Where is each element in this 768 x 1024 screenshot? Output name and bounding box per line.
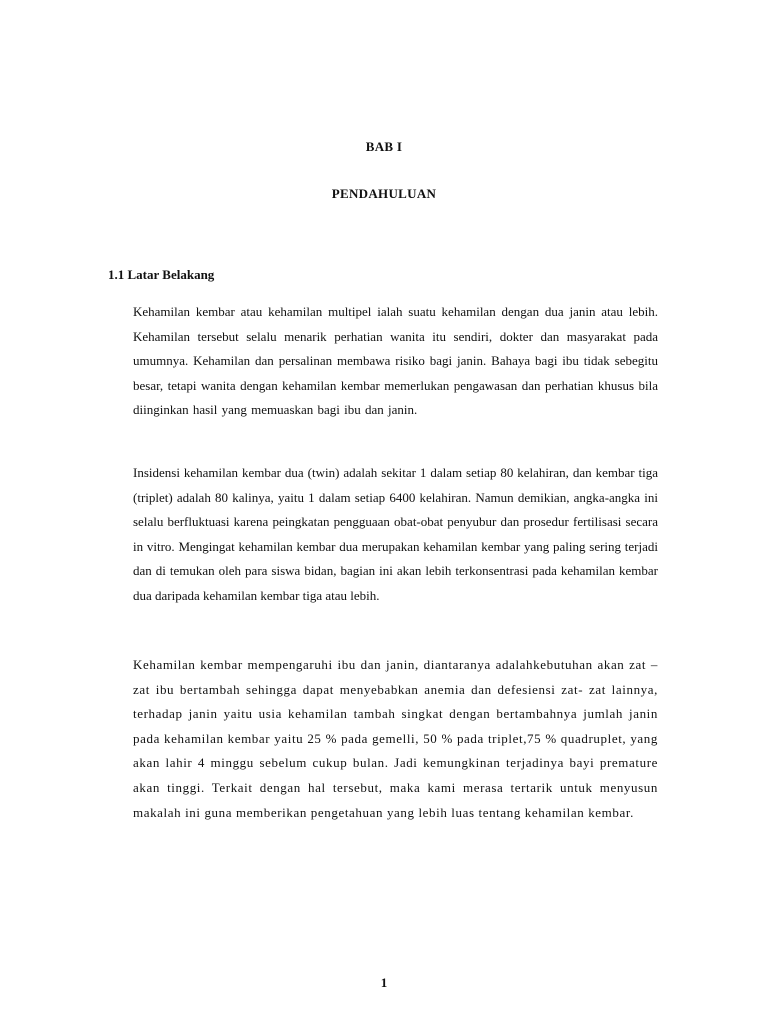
paragraph: Insidensi kehamilan kembar dua (twin) adalah sekitar 1 dalam setiap 80 kelahiran, dan kembar tiga (triplet) adalah 80 kalinya, yaitu 1 dalam setiap 6400 kelahiran. Namun demikian, angka-angka ini selalu berfluktuasi karena peingkatan pengguaan obat-obat penyubur dan prosedur fertilisasi secara in vitro. Mengingat kehamilan kembar dua merupakan kehamilan kembar yang paling sering terjadi dan di temukan oleh para siswa bidan, bagian ini akan lebih terkonsentrasi pada kehamilan kembar dua daripada kehamilan kembar tiga atau lebih. — [133, 465, 658, 603]
page-number: 1 — [380, 975, 388, 990]
chapter-title: PENDAHULUAN — [331, 186, 437, 201]
chapter-label: BAB I — [365, 139, 403, 154]
paragraph: Kehamilan kembar mempengaruhi ibu dan janin, diantaranya adalahkebutuhan akan zat – zat ibu bertambah sehingga dapat menyebabkan anemia dan defesiensi zat- zat lainnya, terhadap janin yaitu usia kehamilan tambah singkat dengan bertambahnya jumlah janin pada kehamilan kembar yaitu 25 % pada gemelli, 50 % pada triplet,75 % quadruplet, yang akan lahir 4 minggu sebelum cukup bulan. Jadi kemungkinan terjadinya bayi premature akan tinggi. Terkait dengan hal tersebut, maka kami merasa tertarik untuk menyusun makalah ini guna memberikan pengetahuan yang lebih luas tentang kehamilan kembar. — [133, 657, 658, 820]
section-heading: 1.1 Latar Belakang — [108, 267, 215, 282]
paragraph: Kehamilan kembar atau kehamilan multipel ialah suatu kehamilan dengan dua janin atau lebih. Kehamilan tersebut selalu menarik perhatian wanita itu sendiri, dokter dan masyarakat pada umumnya. Kehamilan dan persalinan membawa risiko bagi janin. Bahaya bagi ibu tidak sebegitu besar, tetapi wanita dengan kehamilan kembar memerlukan pengawasan dan perhatian khusus bila diinginkan hasil yang memuaskan bagi ibu dan janin. — [133, 304, 658, 418]
